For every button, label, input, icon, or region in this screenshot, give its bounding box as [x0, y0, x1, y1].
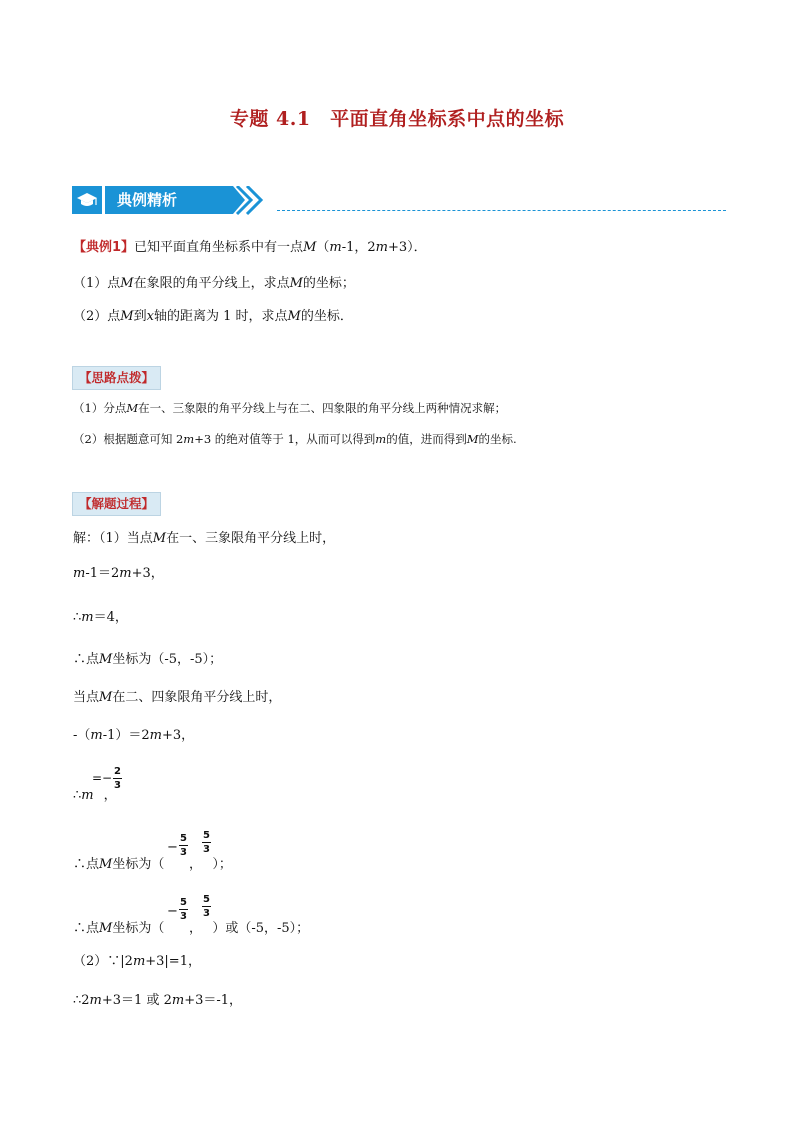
solution-line-5: 当点M在二、四象限角平分线上时，: [73, 690, 282, 705]
hint-line-1: （1）分点M在一、三象限的角平分线上与在二、四象限的角平分线上两种情况求解；: [73, 401, 507, 415]
minus-sign: −: [167, 904, 178, 919]
example-tag: 【典例1】: [73, 240, 135, 255]
solution-line-6: -（m-1）＝2m+3，: [73, 728, 195, 743]
solution-line-2: m-1＝2m+3，: [73, 566, 164, 581]
solution-line-4: ∴点M坐标为（-5，-5）；: [73, 652, 223, 667]
banner-arrow: [225, 186, 277, 216]
solution-line-10: （2）∵|2m+3|=1，: [73, 954, 201, 969]
hint-tag: 【思路点拨】: [72, 366, 161, 390]
graduation-cap-icon: [72, 186, 102, 214]
solution-line-8: ∴点M坐标为（ ）；: [73, 857, 232, 872]
page-title: 专题 4.1 平面直角坐标系中点的坐标: [229, 108, 565, 130]
banner-dashed-rule: [277, 210, 726, 211]
minus-sign: −: [167, 840, 178, 855]
section-label: 典例精析: [105, 186, 227, 214]
fraction-five-thirds-neg: 5 3: [180, 897, 187, 922]
fraction-two-thirds: 2 3: [114, 766, 121, 791]
hint-line-2: （2）根据题意可知 2m+3 的绝对值等于 1，从而可以得到m的值，进而得到M的坐标.: [73, 432, 517, 446]
solution-line-3: ∴m＝4，: [73, 610, 128, 625]
fraction-five-thirds: 5 3: [203, 894, 210, 919]
solution-line-11: ∴2m+3＝1 或 2m+3＝-1，: [73, 993, 243, 1008]
solution-line-7: ∴m ，: [73, 788, 117, 803]
example-stem: 【典例1】已知平面直角坐标系中有一点M（m-1，2m+3）．: [73, 240, 427, 255]
question-2: （2）点M到x轴的距离为 1 时，求点M的坐标．: [73, 309, 353, 324]
question-1: （1）点M在象限的角平分线上，求点M的坐标；: [73, 276, 355, 291]
solution-tag: 【解题过程】: [72, 492, 161, 516]
fraction-five-thirds-neg: 5 3: [180, 833, 187, 858]
fraction-five-thirds: 5 3: [203, 830, 210, 855]
solution-line-9: ∴点M坐标为（ ）或（-5，-5）；: [73, 921, 310, 936]
section-banner: [72, 186, 722, 216]
solution-line-1: 解：（1）当点M在一、三象限角平分线上时，: [73, 531, 336, 546]
equals-minus: =−: [92, 771, 113, 785]
